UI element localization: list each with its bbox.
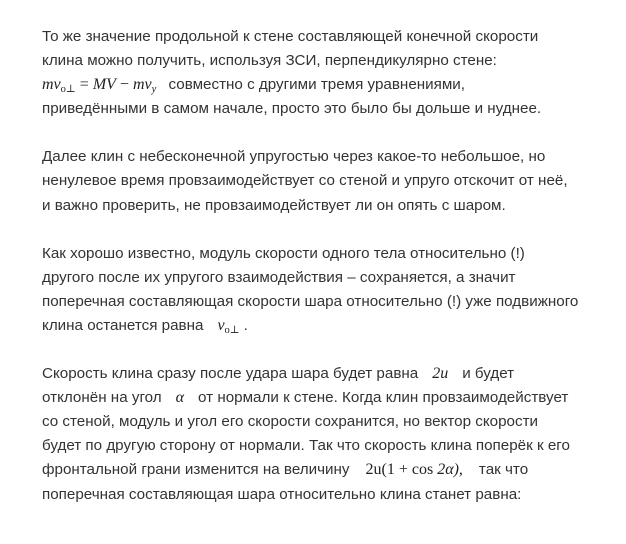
paragraph-line: поперечная составляющая скорости шара относительно (!) уже подвижного (42, 292, 579, 310)
paragraph-line-with-formula: отклонён на угол α от нормали к стене. Когда клин провзаимодействует (42, 389, 569, 407)
paragraph-line: То же значение продольной к стене составляющей конечной скорости (42, 28, 539, 45)
momentum-formula: $mv_{o\perp}$ = MV − $mv_y$ (42, 76, 157, 96)
paragraph-3 (42, 242, 612, 338)
paragraph-line-with-formula: Скорость клина сразу после удара шара будет равна 2u и будет (42, 365, 515, 383)
paragraph-line: приведёнными в самом начале, просто это было бы дольше и нуднее. (42, 100, 542, 118)
paragraph-line: Далее клин с небесконечной упругостью через какое-то небольшое, но (42, 148, 546, 166)
paragraph-line: Как хорошо известно, модуль скорости одного тела относительно (!) (42, 244, 525, 262)
paragraph-line: со стеной, модуль и угол его скорости сохранится, но вектор скорости (42, 413, 539, 431)
paragraph-1 (42, 25, 612, 121)
alpha-formula: α (175, 389, 185, 407)
v-perp-formula: $v_{o\perp}$ (217, 316, 240, 336)
paragraph-line-with-formula: $mv_{o\perp}$ = MV − $mv_y$ совместно с другими тремя уравнениями, (42, 76, 466, 96)
paragraph-line: и важно проверить, не провзаимодействует ли он опять с шаром. (42, 196, 506, 214)
paragraph-line: клина можно получить, используя ЗСИ, перпендикулярно стене: (42, 52, 497, 70)
paragraph-2 (42, 145, 612, 217)
paragraph-line-with-formula: клина останется равна $v_{o\perp}$ . (42, 316, 248, 336)
document-page (42, 25, 612, 531)
paragraph-line: ненулевое время провзаимодействует со стеной и упруго отскочит от неё, (42, 172, 568, 190)
paragraph-4 (42, 362, 612, 507)
delta-formula: 2u(1 + cos 2α), (365, 461, 463, 479)
two-u-formula: 2u (432, 365, 449, 383)
paragraph-line-with-formula: фронтальной грани изменится на величину 2u(1 + cos 2α), так что (42, 461, 529, 479)
paragraph-line: поперечная составляющая шара относительно клина станет равна: (42, 485, 522, 503)
paragraph-line: будет по другую сторону от нормали. Так что скорость клина поперёк к его (42, 437, 570, 455)
paragraph-line: другого после их упругого взаимодействия – сохраняется, а значит (42, 268, 516, 286)
